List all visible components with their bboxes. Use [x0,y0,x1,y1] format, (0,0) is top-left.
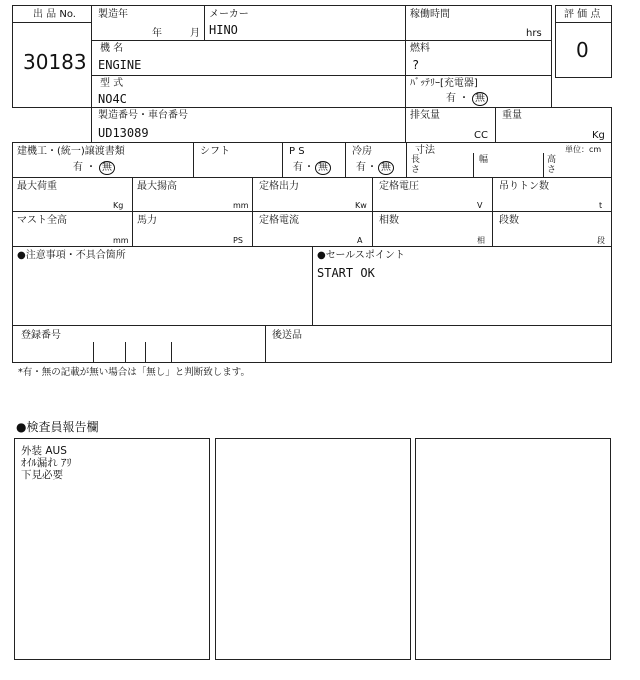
length-label-bottom: さ [411,165,421,175]
rating-label-cell [555,5,612,23]
max-load-unit: Kg [113,201,124,210]
fuel-cell [405,40,552,76]
rated-current-cell [252,211,373,247]
max-lift-label: 最大揚高 [137,181,177,192]
max-lift-unit: mm [233,201,249,210]
dimensions-label: 寸法 [415,145,435,156]
horsepower-label: 馬力 [137,215,157,226]
shift-cell [193,142,283,178]
registration-box-4 [171,342,172,363]
lot-no-cell [12,22,92,108]
lot-no: 30183 [23,50,87,74]
inspector-report-box-1 [14,438,210,660]
steps-unit: 段 [597,236,605,245]
rating-cell [555,22,612,78]
inspector-note-line-3: 下見必要 [21,469,63,481]
phase-count-label: 相数 [379,215,399,226]
rated-voltage-label: 定格電圧 [379,181,419,192]
inspector-note-line-2: ｵｲﾙ漏れ ｱﾘ [21,457,72,469]
ps-dot: ・ [304,162,314,173]
registration-box-3 [145,342,146,363]
height-label-bottom: さ [547,165,557,175]
battery-no-circled: 無 [472,92,488,106]
fuel-label: 燃料 [410,43,430,54]
registration-box-1 [93,342,94,363]
inspector-report-title: ●検査員報告欄 [16,420,99,434]
sales-point-text: START OK [317,266,375,280]
hours-cell [405,5,552,41]
battery-dot: ・ [459,93,469,104]
dimension-divider-1 [473,153,474,178]
lift-ton-unit: t [599,201,603,210]
rated-output-unit: Kw [355,201,367,210]
battery-cell [405,75,552,108]
hours-label: 稼働時間 [410,9,450,20]
rated-voltage-cell [372,177,493,212]
cooling-dot: ・ [367,162,377,173]
caution-notes-label: ●注意事項・不具合箇所 [17,250,126,261]
cooling-yes: 有 [356,162,366,173]
transfer-docs-cell [12,142,194,178]
displacement-unit: CC [474,130,488,141]
weight-unit: Kg [592,130,605,141]
mast-height-label: マスト全高 [17,215,67,226]
type-value: NO4C [98,92,127,106]
sales-point-cell [312,246,612,326]
model-name-cell [91,40,406,76]
dimensions-unit: 単位：cm [565,145,602,154]
inspector-note-line-1: 外装 AUS [21,445,67,457]
ps-options [293,161,331,175]
transfer-docs-label: 建機工・(統一)譲渡書類 [17,146,125,157]
inspector-report-box-2 [215,438,411,660]
ps-no-circled: 無 [315,161,331,175]
shift-label: シフト [200,146,230,157]
rating-value: 0 [576,38,589,62]
cooling-label: 冷房 [352,146,372,157]
maker-value: HINO [209,23,238,37]
lot-no-label-cell [12,5,92,23]
maker-label: メーカー [209,9,249,20]
mast-height-unit: mm [113,236,129,245]
lift-ton-label: 吊りトン数 [499,181,549,192]
year-cell [91,5,205,41]
later-shipment-label: 後送品 [272,330,302,341]
month-unit: 月 [190,28,200,39]
max-lift-cell [132,177,253,212]
displacement-label: 排気量 [410,110,440,121]
lot-no-label: 出 品 No. [33,9,76,20]
ps-yes: 有 [293,162,303,173]
rated-output-label: 定格出力 [259,181,299,192]
footnote: *有・無の記載が無い場合は「無し」と判断致します。 [18,367,250,378]
type-label: 型 式 [100,78,124,89]
battery-label: ﾊﾞｯﾃﾘｰ[充電器] [410,78,478,89]
later-shipment-cell [265,325,612,363]
cooling-cell [345,142,407,178]
battery-options [446,92,488,106]
displacement-cell [405,107,496,143]
transfer-dot: ・ [86,162,96,173]
lift-ton-cell [492,177,612,212]
mast-height-cell [12,211,133,247]
serial-label: 製造番号・車台番号 [98,110,188,121]
type-cell [91,75,406,108]
steps-label: 段数 [499,215,519,226]
length-label-top: 長 [411,155,421,165]
weight-cell [495,107,612,143]
cooling-options [356,161,394,175]
phase-count-cell [372,211,493,247]
serial-value: UD13089 [98,126,149,140]
year-label: 製造年 [98,9,128,20]
maker-cell [204,5,406,41]
weight-label: 重量 [502,110,522,121]
registration-box-2 [125,342,126,363]
transfer-yes: 有 [73,162,83,173]
model-name-value: ENGINE [98,58,142,72]
horsepower-unit: PS [233,236,243,245]
serial-cell [91,107,406,143]
battery-yes: 有 [446,93,456,104]
rating-label: 評 価 点 [564,9,601,20]
transfer-no-circled: 無 [99,161,115,175]
cooling-no-circled: 無 [378,161,394,175]
ps-cell [282,142,346,178]
year-unit: 年 [152,28,162,39]
max-load-cell [12,177,133,212]
height-label-top: 高 [547,155,557,165]
model-name-label: 機 名 [100,43,124,54]
rated-current-unit: A [357,236,363,245]
hours-unit: hrs [526,28,542,39]
dimension-divider-2 [543,153,544,178]
steps-cell [492,211,612,247]
sales-point-label: ●セールスポイント [317,250,405,261]
rated-voltage-unit: V [477,201,483,210]
caution-notes-cell [12,246,313,326]
inspector-report-box-3 [415,438,611,660]
transfer-options [73,161,115,175]
width-label: 幅 [479,155,489,165]
max-load-label: 最大荷重 [17,181,57,192]
rated-output-cell [252,177,373,212]
rated-current-label: 定格電流 [259,215,299,226]
registration-label: 登録番号 [21,330,61,341]
ps-label: P S [289,146,305,157]
fuel-value: ? [412,58,420,72]
dimensions-cell [406,142,612,178]
horsepower-cell [132,211,253,247]
registration-cell [12,325,266,363]
phase-count-unit: 相 [477,236,485,245]
